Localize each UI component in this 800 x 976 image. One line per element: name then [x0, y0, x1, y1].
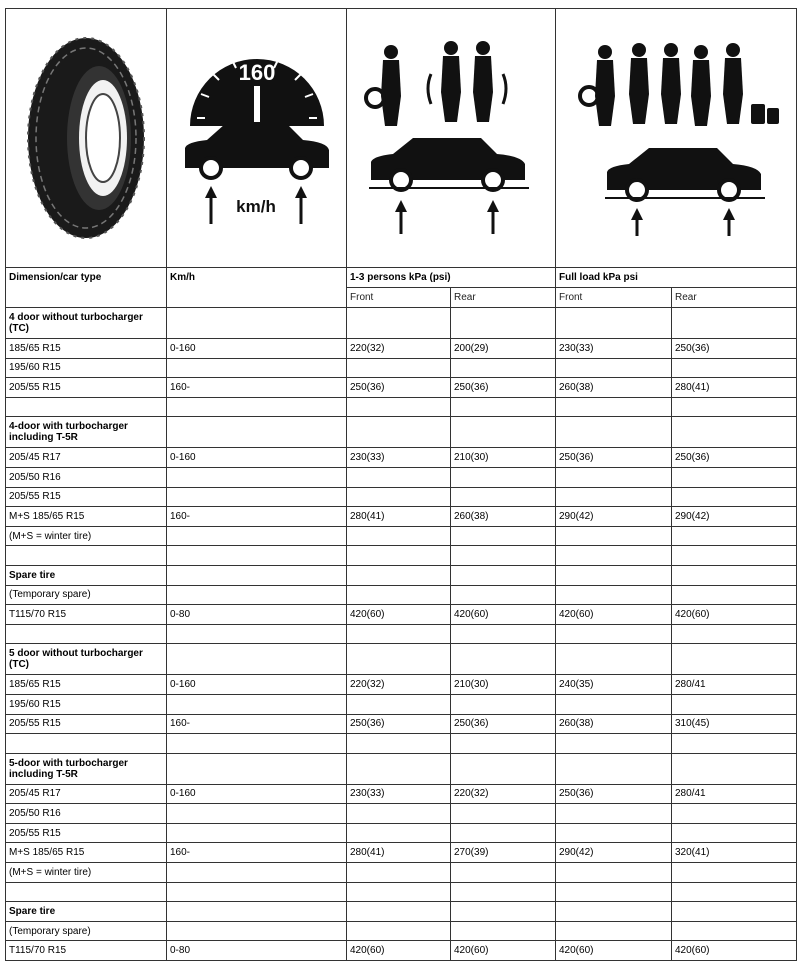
rear-persons-header: Rear: [451, 288, 556, 308]
cell-front-1-3: 230(33): [347, 448, 451, 468]
table-row: [6, 921, 797, 941]
cell-rear-full: [672, 823, 797, 843]
table-row: [6, 624, 797, 644]
cell-front-full: [556, 921, 672, 941]
table-row: [6, 941, 797, 961]
cell-front-1-3: 420(60): [347, 605, 451, 625]
cell-kmh: [167, 487, 347, 507]
cell-dimension: 205/55 R15: [6, 487, 167, 507]
persons-illustration-cell: [347, 9, 556, 268]
cell-front-full: 240(35): [556, 675, 672, 695]
cell-kmh: [167, 565, 347, 585]
cell-rear-1-3: [451, 487, 556, 507]
cell-dimension: [6, 397, 167, 417]
cell-kmh: [167, 644, 347, 675]
cell-kmh: 0-80: [167, 605, 347, 625]
cell-front-1-3: [347, 902, 451, 922]
table-row: [6, 546, 797, 566]
cell-rear-full: [672, 358, 797, 378]
cell-rear-full: [672, 624, 797, 644]
cell-front-1-3: [347, 882, 451, 902]
cell-kmh: [167, 804, 347, 824]
cell-kmh: [167, 902, 347, 922]
cell-front-full: 250(36): [556, 784, 672, 804]
tire-icon: [21, 33, 151, 243]
cell-kmh: [167, 546, 347, 566]
cell-front-1-3: [347, 863, 451, 883]
cell-front-full: [556, 694, 672, 714]
cell-kmh: 0-160: [167, 784, 347, 804]
tire-pressure-sheet: [5, 8, 796, 970]
cell-kmh: 0-160: [167, 448, 347, 468]
cell-dimension: M+S 185/65 R15: [6, 507, 167, 527]
cell-dimension: 205/55 R15: [6, 378, 167, 398]
cell-rear-1-3: [451, 921, 556, 941]
table-row: [6, 843, 797, 863]
cell-kmh: 160-: [167, 378, 347, 398]
table-row: [6, 675, 797, 695]
cell-rear-1-3: 270(39): [451, 843, 556, 863]
cell-rear-1-3: [451, 863, 556, 883]
cell-dimension: (Temporary spare): [6, 585, 167, 605]
cell-front-full: [556, 526, 672, 546]
cell-rear-1-3: [451, 467, 556, 487]
cell-front-1-3: 220(32): [347, 675, 451, 695]
cell-rear-full: 280/41: [672, 675, 797, 695]
cell-kmh: [167, 358, 347, 378]
cell-rear-full: 280/41: [672, 784, 797, 804]
cell-rear-1-3: [451, 694, 556, 714]
cell-dimension: [6, 734, 167, 754]
cell-front-full: [556, 417, 672, 448]
table-row: [6, 308, 797, 339]
cell-front-full: [556, 585, 672, 605]
cell-dimension: (M+S = winter tire): [6, 526, 167, 546]
cell-kmh: [167, 823, 347, 843]
cell-kmh: [167, 467, 347, 487]
cell-front-full: [556, 397, 672, 417]
cell-rear-1-3: [451, 823, 556, 843]
cell-rear-full: [672, 921, 797, 941]
cell-rear-full: [672, 417, 797, 448]
cell-front-full: 260(38): [556, 714, 672, 734]
cell-kmh: [167, 417, 347, 448]
cell-dimension: [6, 624, 167, 644]
table-row: [6, 507, 797, 527]
cell-rear-full: 290(42): [672, 507, 797, 527]
fullload-header: Full load kPa psi: [556, 268, 797, 288]
cell-dimension: T115/70 R15: [6, 941, 167, 961]
cell-front-1-3: 230(33): [347, 784, 451, 804]
cell-front-full: 230(33): [556, 339, 672, 359]
cell-dimension: 205/55 R15: [6, 823, 167, 843]
cell-front-full: [556, 308, 672, 339]
cell-rear-full: [672, 644, 797, 675]
cell-dimension: 4 door without turbocharger (TC): [6, 308, 167, 339]
cell-rear-1-3: [451, 585, 556, 605]
cell-front-1-3: [347, 467, 451, 487]
cell-rear-1-3: [451, 397, 556, 417]
cell-rear-1-3: 210(30): [451, 675, 556, 695]
cell-front-1-3: [347, 526, 451, 546]
cell-kmh: 0-160: [167, 339, 347, 359]
table-row: [6, 448, 797, 468]
cell-front-1-3: 220(32): [347, 339, 451, 359]
cell-front-full: [556, 753, 672, 784]
cell-rear-full: [672, 863, 797, 883]
cell-front-full: 290(42): [556, 507, 672, 527]
cell-front-full: [556, 882, 672, 902]
cell-front-1-3: [347, 734, 451, 754]
cell-front-1-3: 420(60): [347, 941, 451, 961]
cell-rear-1-3: [451, 882, 556, 902]
cell-front-full: [556, 565, 672, 585]
cell-front-full: [556, 823, 672, 843]
speedometer-icon: [177, 38, 337, 238]
dimension-header: Dimension/car type: [6, 268, 167, 308]
cell-front-1-3: [347, 358, 451, 378]
cell-kmh: [167, 585, 347, 605]
persons-1-3-icon: [361, 38, 541, 238]
table-row: [6, 417, 797, 448]
svg-text:160: 160: [238, 60, 275, 85]
cell-rear-full: [672, 734, 797, 754]
cell-rear-1-3: [451, 753, 556, 784]
cell-dimension: 185/65 R15: [6, 339, 167, 359]
cell-rear-1-3: 250(36): [451, 378, 556, 398]
cell-front-1-3: [347, 921, 451, 941]
cell-rear-full: [672, 308, 797, 339]
cell-rear-1-3: [451, 526, 556, 546]
table-row: [6, 339, 797, 359]
cell-kmh: 160-: [167, 714, 347, 734]
cell-rear-full: 250(36): [672, 339, 797, 359]
table-row: [6, 714, 797, 734]
cell-kmh: [167, 308, 347, 339]
kmh-header: Km/h: [167, 268, 347, 308]
front-persons-header: Front: [347, 288, 451, 308]
table-row: [6, 753, 797, 784]
cell-rear-1-3: [451, 546, 556, 566]
cell-rear-1-3: [451, 804, 556, 824]
table-row: [6, 378, 797, 398]
cell-front-full: [556, 863, 672, 883]
cell-kmh: 0-80: [167, 941, 347, 961]
cell-rear-full: 420(60): [672, 605, 797, 625]
table-row: [6, 487, 797, 507]
cell-rear-full: [672, 467, 797, 487]
cell-front-full: [556, 546, 672, 566]
cell-dimension: 5-door with turbocharger including T-5R: [6, 753, 167, 784]
cell-dimension: T115/70 R15: [6, 605, 167, 625]
cell-kmh: [167, 921, 347, 941]
cell-dimension: 205/45 R17: [6, 448, 167, 468]
table-row: [6, 863, 797, 883]
cell-front-full: 250(36): [556, 448, 672, 468]
cell-dimension: [6, 882, 167, 902]
cell-front-1-3: [347, 417, 451, 448]
cell-front-full: [556, 487, 672, 507]
cell-dimension: Spare tire: [6, 565, 167, 585]
cell-front-1-3: 250(36): [347, 714, 451, 734]
cell-front-1-3: [347, 823, 451, 843]
cell-dimension: [6, 546, 167, 566]
cell-front-1-3: [347, 487, 451, 507]
cell-rear-full: [672, 526, 797, 546]
cell-kmh: 160-: [167, 507, 347, 527]
table-row: [6, 902, 797, 922]
cell-rear-1-3: [451, 308, 556, 339]
cell-rear-full: [672, 487, 797, 507]
cell-rear-full: 310(45): [672, 714, 797, 734]
cell-rear-full: [672, 546, 797, 566]
cell-rear-1-3: 220(32): [451, 784, 556, 804]
cell-rear-full: 320(41): [672, 843, 797, 863]
cell-rear-full: 420(60): [672, 941, 797, 961]
cell-kmh: [167, 694, 347, 714]
table-row: [6, 784, 797, 804]
table-row: [6, 605, 797, 625]
cell-kmh: [167, 882, 347, 902]
cell-dimension: 205/50 R16: [6, 804, 167, 824]
cell-dimension: 195/60 R15: [6, 694, 167, 714]
header-row: [6, 268, 797, 288]
cell-dimension: 205/50 R16: [6, 467, 167, 487]
cell-kmh: [167, 863, 347, 883]
cell-kmh: [167, 734, 347, 754]
speedometer-illustration-cell: [167, 9, 347, 268]
cell-rear-full: [672, 694, 797, 714]
table-row: [6, 644, 797, 675]
cell-rear-1-3: 250(36): [451, 714, 556, 734]
cell-rear-1-3: [451, 902, 556, 922]
cell-rear-full: [672, 397, 797, 417]
cell-rear-1-3: [451, 624, 556, 644]
cell-front-1-3: 280(41): [347, 507, 451, 527]
tire-illustration-cell: [6, 9, 167, 268]
illustration-row: [6, 9, 797, 268]
cell-rear-full: 250(36): [672, 448, 797, 468]
table-row: [6, 882, 797, 902]
cell-front-full: [556, 804, 672, 824]
cell-rear-1-3: 210(30): [451, 448, 556, 468]
table-row: [6, 823, 797, 843]
cell-rear-full: [672, 753, 797, 784]
cell-rear-1-3: 420(60): [451, 941, 556, 961]
cell-front-1-3: [347, 585, 451, 605]
cell-rear-1-3: 200(29): [451, 339, 556, 359]
table-row: [6, 467, 797, 487]
cell-front-1-3: [347, 546, 451, 566]
cell-front-1-3: [347, 644, 451, 675]
cell-rear-full: [672, 882, 797, 902]
cell-rear-1-3: 260(38): [451, 507, 556, 527]
cell-front-1-3: 250(36): [347, 378, 451, 398]
svg-text:km/h: km/h: [235, 197, 276, 216]
tire-pressure-table: [5, 8, 797, 961]
cell-dimension: 4-door with turbocharger including T-5R: [6, 417, 167, 448]
cell-dimension: M+S 185/65 R15: [6, 843, 167, 863]
cell-front-full: [556, 358, 672, 378]
cell-front-full: 420(60): [556, 941, 672, 961]
cell-front-1-3: [347, 624, 451, 644]
cell-kmh: [167, 526, 347, 546]
cell-front-full: 420(60): [556, 605, 672, 625]
cell-front-1-3: [347, 308, 451, 339]
cell-kmh: [167, 753, 347, 784]
cell-rear-1-3: [451, 358, 556, 378]
table-row: [6, 585, 797, 605]
table-row: [6, 734, 797, 754]
cell-dimension: (M+S = winter tire): [6, 863, 167, 883]
cell-dimension: 185/65 R15: [6, 675, 167, 695]
cell-front-full: [556, 734, 672, 754]
cell-kmh: 160-: [167, 843, 347, 863]
table-row: [6, 565, 797, 585]
cell-rear-1-3: [451, 565, 556, 585]
cell-front-full: 260(38): [556, 378, 672, 398]
cell-rear-1-3: [451, 417, 556, 448]
cell-dimension: 205/55 R15: [6, 714, 167, 734]
cell-front-1-3: [347, 397, 451, 417]
table-row: [6, 694, 797, 714]
cell-rear-full: [672, 565, 797, 585]
cell-dimension: 195/60 R15: [6, 358, 167, 378]
cell-kmh: 0-160: [167, 675, 347, 695]
persons-header: 1-3 persons kPa (psi): [347, 268, 556, 288]
cell-kmh: [167, 397, 347, 417]
cell-dimension: (Temporary spare): [6, 921, 167, 941]
cell-front-1-3: [347, 694, 451, 714]
cell-rear-1-3: 420(60): [451, 605, 556, 625]
cell-front-full: 290(42): [556, 843, 672, 863]
table-row: [6, 358, 797, 378]
table-row: [6, 804, 797, 824]
cell-rear-full: [672, 804, 797, 824]
cell-dimension: 5 door without turbocharger (TC): [6, 644, 167, 675]
full-load-illustration-cell: [556, 9, 797, 268]
cell-front-full: [556, 467, 672, 487]
cell-front-1-3: [347, 565, 451, 585]
cell-rear-1-3: [451, 734, 556, 754]
cell-front-1-3: 280(41): [347, 843, 451, 863]
cell-kmh: [167, 624, 347, 644]
cell-front-full: [556, 644, 672, 675]
rear-fullload-header: Rear: [672, 288, 797, 308]
cell-front-1-3: [347, 804, 451, 824]
cell-dimension: Spare tire: [6, 902, 167, 922]
full-load-icon: [571, 38, 781, 238]
cell-rear-full: [672, 585, 797, 605]
cell-rear-1-3: [451, 644, 556, 675]
cell-rear-full: [672, 902, 797, 922]
cell-front-full: [556, 902, 672, 922]
front-fullload-header: Front: [556, 288, 672, 308]
table-row: [6, 526, 797, 546]
table-row: [6, 397, 797, 417]
cell-front-full: [556, 624, 672, 644]
cell-rear-full: 280(41): [672, 378, 797, 398]
cell-front-1-3: [347, 753, 451, 784]
cell-dimension: 205/45 R17: [6, 784, 167, 804]
